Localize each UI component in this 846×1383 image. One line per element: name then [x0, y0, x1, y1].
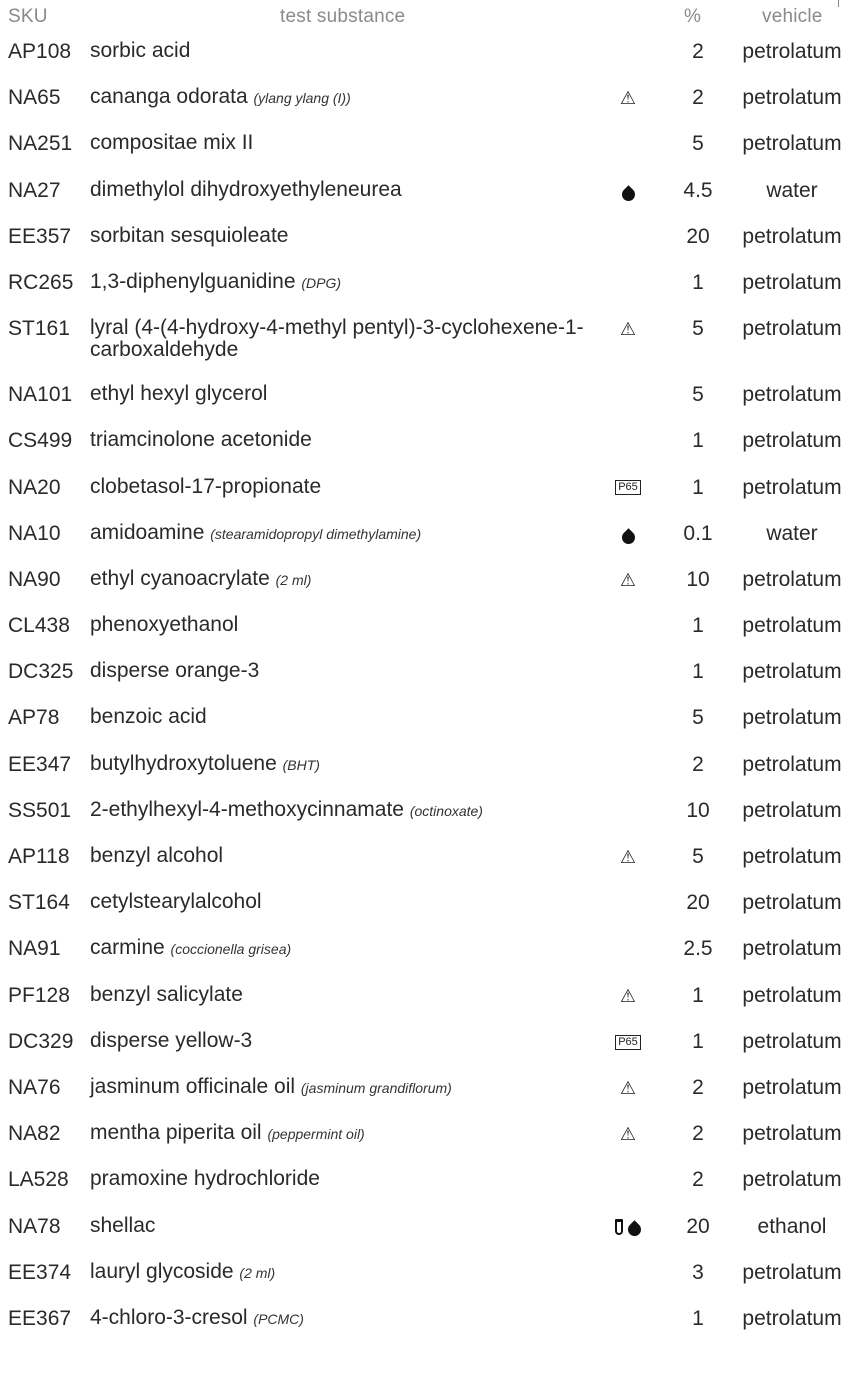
table-row [0, 654, 846, 700]
substance-name: pramoxine hydrochloride [90, 1167, 320, 1191]
substance-cell [90, 86, 595, 109]
hazard-icons-cell [598, 984, 658, 1008]
warning-icon: ⚠ [619, 985, 637, 1006]
substance-cell [90, 271, 595, 294]
hazard-icons-cell [598, 179, 658, 203]
table-row [0, 173, 846, 219]
table-row [0, 562, 846, 608]
table-row [0, 931, 846, 977]
substance-name: lyral (4-(4-hydroxy-4-methyl pentyl)-3-cyclohexene-1-carboxaldehyde [90, 316, 584, 362]
vehicle-cell: petrolatum [742, 891, 842, 915]
substance-note: (stearamidopropyl dimethylamine) [210, 525, 422, 542]
table-row [0, 839, 846, 885]
hazard-icons-cell [598, 1030, 658, 1054]
substance-name: benzyl salicylate [90, 982, 243, 1006]
warning-icon: ⚠ [619, 846, 637, 867]
vehicle-cell: water [766, 178, 818, 202]
percent-cell: 20 [686, 224, 710, 248]
substance-name: lauryl glycoside [90, 1259, 234, 1283]
column-header-substance: test substance [280, 6, 406, 27]
sku-cell: AP108 [8, 40, 72, 63]
table-row [0, 126, 846, 172]
substance-note: (ylang ylang (I)) [253, 90, 351, 107]
substance-name: disperse orange-3 [90, 659, 260, 683]
percent-cell: 5 [692, 317, 704, 341]
percent-cell: 1 [692, 1029, 704, 1053]
sku-cell: NA82 [8, 1122, 61, 1146]
sku-cell: CS499 [8, 429, 73, 453]
vehicle-cell: petrolatum [742, 1029, 842, 1053]
vehicle-cell: petrolatum [742, 706, 842, 730]
hazard-icons-cell [598, 568, 658, 592]
table-row [0, 423, 846, 469]
substance-cell [90, 132, 595, 154]
substance-cell [90, 179, 595, 201]
substance-name: shellac [90, 1213, 156, 1237]
warning-icon: ⚠ [619, 88, 637, 109]
table-row [0, 219, 846, 265]
substance-name: benzyl alcohol [90, 844, 224, 867]
substance-cell [90, 845, 595, 867]
hazard-icons-cell [598, 476, 658, 500]
substance-cell [90, 225, 595, 247]
table-header [0, 0, 846, 34]
percent-cell: 1 [692, 270, 704, 294]
percent-cell: 2 [692, 1122, 704, 1146]
column-header-percent: % [684, 6, 702, 27]
table-row [0, 377, 846, 423]
percent-cell: 2 [692, 1075, 704, 1099]
drop-icon [625, 1221, 643, 1239]
sku-cell: ST164 [8, 891, 70, 915]
substance-name: 1,3-diphenylguanidine [90, 269, 296, 293]
table-row [0, 1162, 846, 1208]
sku-cell: EE374 [8, 1260, 72, 1284]
sku-cell: NA10 [8, 521, 61, 545]
table-row [0, 1116, 846, 1162]
substance-note: (jasminum grandiflorum) [300, 1079, 452, 1096]
vehicle-cell: petrolatum [742, 567, 842, 591]
substance-name: butylhydroxytoluene [90, 751, 277, 775]
warning-icon: ⚠ [619, 569, 637, 590]
table-row [0, 516, 846, 562]
sku-cell: NA101 [8, 383, 73, 407]
substance-cell [90, 1307, 595, 1330]
table-row [0, 747, 846, 793]
substance-cell [90, 706, 595, 728]
substance-cell [90, 429, 595, 451]
percent-cell: 4.5 [683, 178, 713, 202]
substance-cell [90, 660, 595, 682]
percent-cell: 3 [692, 1260, 704, 1284]
substance-name: cetylstearylalcohol [90, 890, 262, 914]
percent-cell: 1 [692, 475, 704, 499]
hazard-icons-cell [598, 845, 658, 869]
sku-cell: DC325 [8, 660, 74, 684]
warning-icon: ⚠ [619, 319, 637, 340]
substance-cell [90, 1215, 595, 1237]
percent-cell: 0.1 [683, 521, 713, 545]
vehicle-cell: ethanol [757, 1214, 827, 1238]
vehicle-cell: petrolatum [742, 475, 842, 499]
sku-cell: AP118 [8, 845, 70, 868]
vehicle-cell: petrolatum [742, 1306, 842, 1330]
vehicle-cell: petrolatum [742, 845, 842, 868]
sku-cell: RC265 [8, 270, 74, 294]
substance-cell [90, 1122, 595, 1145]
substance-name: triamcinolone acetonide [90, 428, 312, 452]
sku-cell: AP78 [8, 706, 60, 730]
substance-name: dimethylol dihydroxyethyleneurea [90, 177, 402, 201]
substance-note: (peppermint oil) [267, 1126, 365, 1143]
substance-name: cananga odorata [90, 85, 248, 109]
vehicle-cell: petrolatum [742, 983, 842, 1007]
substance-name: 2-ethylhexyl-4-methoxycinnamate [90, 797, 404, 821]
substance-cell [90, 1076, 595, 1099]
sku-cell: SS501 [8, 798, 72, 822]
substance-note: (PCMC) [253, 1310, 304, 1327]
sku-cell: EE347 [8, 752, 72, 776]
vial-icon [615, 1219, 623, 1235]
column-header-sku: SKU [8, 6, 48, 27]
warning-icon: ⚠ [619, 1124, 637, 1145]
substance-name: jasminum officinale oil [90, 1074, 296, 1098]
table-row [0, 793, 846, 839]
substance-note: (2 ml) [275, 571, 312, 588]
substance-note: (BHT) [282, 756, 320, 773]
sku-cell: EE357 [8, 224, 72, 248]
table-row [0, 885, 846, 931]
table-row [0, 311, 846, 377]
sku-cell: EE367 [8, 1306, 72, 1330]
substance-cell [90, 753, 595, 776]
vehicle-cell: petrolatum [742, 383, 842, 407]
vehicle-cell: petrolatum [742, 429, 842, 453]
sku-cell: NA65 [8, 86, 61, 110]
vehicle-cell: petrolatum [742, 1168, 842, 1192]
table-row [0, 608, 846, 654]
table-row [0, 1070, 846, 1116]
vehicle-cell: petrolatum [742, 614, 842, 638]
p65-icon: P65 [615, 480, 641, 495]
drop-icon [619, 528, 637, 546]
substance-name: ethyl hexyl glycerol [90, 382, 268, 406]
substance-cell [90, 476, 595, 498]
sku-cell: NA76 [8, 1075, 61, 1099]
substance-cell [90, 522, 595, 545]
sku-cell: NA20 [8, 475, 61, 499]
substance-name: mentha piperita oil [90, 1121, 262, 1145]
substance-cell [90, 40, 595, 62]
vehicle-cell: petrolatum [742, 660, 842, 684]
substance-cell [90, 568, 595, 591]
header-corner-mark [838, 0, 839, 7]
substance-cell [90, 383, 595, 405]
substance-name: sorbic acid [90, 39, 191, 62]
table-row [0, 34, 846, 80]
substance-name: carmine [90, 936, 165, 960]
hazard-icons-cell [598, 317, 658, 341]
substance-note: (DPG) [301, 274, 342, 291]
percent-cell: 2 [692, 1168, 704, 1192]
vehicle-cell: water [766, 521, 818, 545]
substance-cell [90, 1261, 595, 1284]
drop-icon [619, 185, 637, 203]
substance-cell [90, 937, 595, 960]
substance-note: (coccionella grisea) [170, 941, 292, 958]
sku-cell: NA251 [8, 132, 73, 156]
substance-name: benzoic acid [90, 705, 207, 729]
sku-cell: NA78 [8, 1214, 61, 1238]
percent-cell: 1 [692, 1306, 704, 1330]
percent-cell: 5 [692, 132, 704, 156]
substance-name: 4-chloro-3-cresol [90, 1305, 248, 1329]
sku-cell: ST161 [8, 317, 70, 341]
sku-cell: NA27 [8, 178, 61, 202]
substance-table [0, 34, 846, 1347]
sku-cell: NA90 [8, 567, 61, 591]
sku-cell: CL438 [8, 614, 70, 638]
substance-cell [90, 984, 595, 1006]
substance-cell [90, 799, 595, 822]
substance-note: (octinoxate) [409, 802, 483, 819]
substance-name: compositae mix II [90, 131, 254, 155]
substance-cell [90, 1168, 595, 1190]
p65-icon: P65 [615, 1035, 641, 1050]
percent-cell: 1 [692, 429, 704, 453]
table-row [0, 80, 846, 126]
table-row [0, 1024, 846, 1070]
substance-note: (2 ml) [239, 1264, 276, 1281]
vehicle-cell: petrolatum [742, 132, 842, 156]
percent-cell: 5 [692, 845, 704, 868]
column-header-vehicle: vehicle [762, 6, 823, 27]
table-row [0, 265, 846, 311]
percent-cell: 20 [686, 891, 710, 915]
hazard-icons-cell [598, 86, 658, 110]
percent-cell: 2 [692, 40, 704, 63]
sku-cell: PF128 [8, 983, 70, 1007]
substance-cell [90, 317, 595, 361]
substance-name: disperse yellow-3 [90, 1028, 253, 1052]
substance-name: sorbitan sesquioleate [90, 223, 289, 247]
table-row [0, 1301, 846, 1347]
vehicle-cell: petrolatum [742, 752, 842, 776]
hazard-icons-cell [598, 1215, 658, 1239]
vehicle-cell: petrolatum [742, 317, 842, 341]
table-row [0, 1209, 846, 1255]
sku-cell: LA528 [8, 1168, 69, 1192]
table-row [0, 700, 846, 746]
substance-name: ethyl cyanoacrylate [90, 566, 270, 590]
substance-name: amidoamine [90, 520, 205, 544]
vehicle-cell: petrolatum [742, 40, 842, 63]
hazard-icons-cell [598, 1122, 658, 1146]
table-row [0, 470, 846, 516]
vehicle-cell: petrolatum [742, 1260, 842, 1284]
percent-cell: 1 [692, 614, 704, 638]
table-row [0, 1255, 846, 1301]
percent-cell: 10 [686, 798, 710, 822]
vehicle-cell: petrolatum [742, 86, 842, 110]
vehicle-cell: petrolatum [742, 1122, 842, 1146]
vehicle-cell: petrolatum [742, 798, 842, 822]
vehicle-cell: petrolatum [742, 224, 842, 248]
percent-cell: 2.5 [683, 937, 713, 961]
substance-cell [90, 891, 595, 913]
table-row [0, 978, 846, 1024]
percent-cell: 5 [692, 706, 704, 730]
sku-cell: NA91 [8, 937, 61, 961]
hazard-icons-cell [598, 522, 658, 546]
percent-cell: 1 [692, 660, 704, 684]
percent-cell: 20 [686, 1214, 710, 1238]
substance-cell [90, 1030, 595, 1052]
percent-cell: 2 [692, 86, 704, 110]
vehicle-cell: petrolatum [742, 270, 842, 294]
hazard-icons-cell [598, 1076, 658, 1100]
substance-name: phenoxyethanol [90, 613, 239, 637]
substance-cell [90, 614, 595, 636]
percent-cell: 5 [692, 383, 704, 407]
substance-name: clobetasol-17-propionate [90, 474, 322, 498]
percent-cell: 10 [686, 567, 710, 591]
percent-cell: 1 [692, 983, 704, 1007]
percent-cell: 2 [692, 752, 704, 776]
sku-cell: DC329 [8, 1029, 74, 1053]
warning-icon: ⚠ [619, 1077, 637, 1098]
vehicle-cell: petrolatum [742, 1075, 842, 1099]
vehicle-cell: petrolatum [742, 937, 842, 961]
